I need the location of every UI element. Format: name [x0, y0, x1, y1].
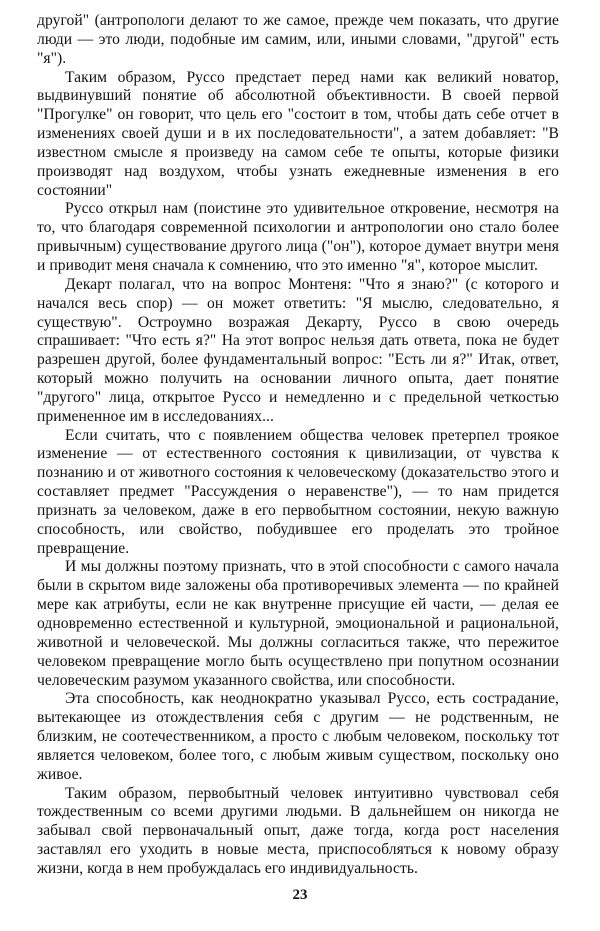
- paragraph-primitive-man: Таким образом, первобытный человек интуитивно чувствовал себя тождественным со всеми другими людьми. В дальнейшем он никогда не забывал свой первоначальный опыт, даже тогда, когда рост населения заставлял его уходить в новые места, приспособляться к новому образу жизни, когда в нем пробуждалась его индивидуальность.: [37, 784, 559, 877]
- paragraph-threefold-change: Если считать, что с появлением общества человек претерпел троякое изменение — от естественного состояния к цивилизации, от чувства к познанию и от животного состояния к человеческому (доказательство этого и составляет предмет "Рассуждения о неравенстве"), — то нам придется признать за человеком, даже в его первобытном состоянии, некую важную способность, или свойство, побудившее его проделать это тройное превращение.: [37, 426, 559, 557]
- page-number: 23: [292, 887, 308, 903]
- paragraph-faculty: И мы должны поэтому признать, что в этой способности с самого начала были в скрытом виде заложены оба противоречивых элемента — по крайней мере как атрибуты, если не как внутренне присущие ей части, — делая ее одновременно естественной и культурной, эмоциональной и рациональной, животной и человеческой. Мы должны согласиться также, что пережитое человеком превращение могло быть осуществлено при попутном осознании человеческим разумом указанного свойства, или способности.: [37, 558, 559, 689]
- paragraph-continuation: другой" (антропологи делают то же самое, прежде чем показать, что другие люди — это люди, подобные им самим, или, иными словами, "другой" есть "я").: [37, 12, 559, 67]
- paragraph-compassion: Эта способность, как неоднократно указывал Руссо, есть сострадание, вытекающее из отождествления себя с другим — не родственным, не близким, не соотечественником, а просто с любым человеком, поскольку тот является человеком, более того, с любым живым существом, поскольку оно живое.: [37, 690, 559, 783]
- paragraph-descartes: Декарт полагал, что на вопрос Монтеня: "Что я знаю?" (с которого и начался весь спор) — он может ответить: "Я мыслю, следовательно, я существую". Остроумно возражая Декарту, Руссо в свою очередь спрашивает: "Что есть я?" На этот вопрос нельзя дать ответа, пока не будет разрешен другой, более фундаментальный вопрос: "Есть ли я?" Итак, ответ, который можно получить на основании личного опыта, дает понятие "другого" лица, открытое Руссо и немедленно и с предельной четкостью примененное им в исследованиях...: [37, 275, 559, 425]
- paragraph-rousseau-innovator: Таким образом, Руссо предстает перед нами как великий новатор, выдвинувший понятие об абсолютной объективности. В своей первой "Прогулке" он говорит, что цель его "состоит в том, чтобы дать себе отчет в изменениях своей души и в их последовательности", а затем добавляет: "В известном смысле я произведу на самом себе те опыты, которые физики производят над воздухом, чтобы узнать ежедневные изменения в его состоянии": [37, 68, 559, 199]
- paragraph-other-person: Руссо открыл нам (поистине это удивительное откровение, несмотря на то, что благодаря современной психологии и антропологии оно стало более привычным) существование другого лица ("он"), которое думает внутри меня и приводит меня сначала к сомнению, что это именно "я", которое мыслит.: [37, 200, 559, 274]
- body-text: [37, 12, 559, 879]
